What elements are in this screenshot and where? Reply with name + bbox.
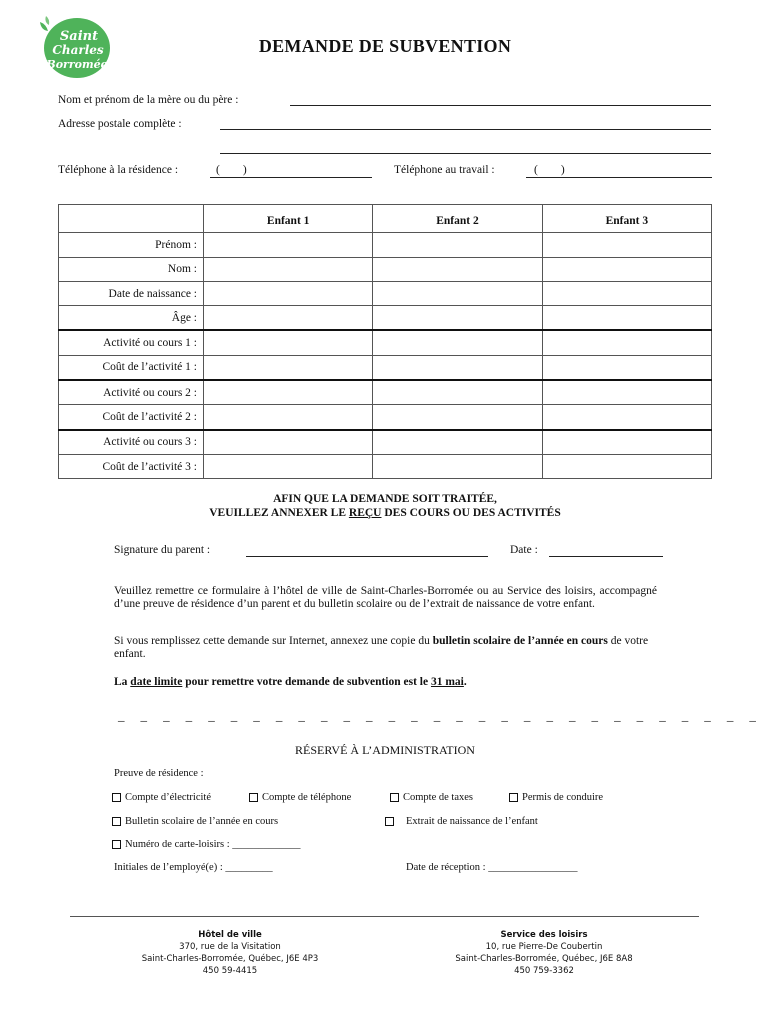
table-cell[interactable] — [542, 306, 711, 331]
parent-name-field[interactable] — [290, 105, 711, 106]
table-cell[interactable] — [542, 430, 711, 455]
paragraph-bold: bulletin scolaire de l’année en cours — [432, 635, 608, 647]
home-phone-area-code: ( ) — [216, 164, 247, 176]
notice-receipt: REÇU — [348, 507, 382, 519]
table-cell[interactable] — [373, 330, 542, 355]
checkbox-bulletin[interactable] — [112, 816, 278, 827]
table-cell[interactable] — [542, 405, 711, 430]
checkbox-birth-certificate[interactable] — [385, 816, 538, 827]
checkbox-icon — [509, 793, 518, 802]
table-cell[interactable] — [204, 380, 373, 405]
table-cell[interactable] — [373, 380, 542, 405]
row-label: Coût de l’activité 2 : — [59, 405, 204, 430]
paragraph-text: . — [463, 676, 467, 688]
table-cell[interactable] — [542, 355, 711, 380]
table-row — [59, 355, 712, 380]
footer-city: Saint-Charles-Borromée, Québec, J6E 8A8 — [455, 954, 633, 964]
address-label: Adresse postale complète : — [58, 118, 182, 130]
checkbox-icon — [249, 793, 258, 802]
footer-phone: 450 759-3362 — [514, 966, 574, 976]
logo-text-line2: Charles — [52, 43, 104, 57]
parent-name-label: Nom et prénom de la mère ou du père : — [58, 94, 239, 106]
row-label: Coût de l’activité 1 : — [59, 355, 204, 380]
checkbox-label: Bulletin scolaire de l’année en cours — [125, 816, 279, 827]
row-label: Coût de l’activité 3 : — [59, 454, 204, 478]
table-cell[interactable] — [204, 306, 373, 331]
table-cell[interactable] — [204, 355, 373, 380]
table-header-row — [59, 205, 712, 233]
table-cell[interactable] — [373, 257, 542, 281]
table-cell[interactable] — [204, 405, 373, 430]
checkbox-leisure-card[interactable] — [112, 839, 301, 850]
footer-street: 370, rue de la Visitation — [179, 942, 281, 952]
checkbox-label: Compte d’électricité — [125, 792, 212, 803]
table-cell[interactable] — [373, 430, 542, 455]
table-row — [59, 257, 712, 281]
cut-line: _ _ _ _ _ _ _ _ _ _ _ _ _ _ _ _ _ _ _ _ _ _ _ _ _ _ _ _ _ — [118, 708, 763, 723]
table-row — [59, 380, 712, 405]
checkbox-icon — [385, 817, 394, 826]
table-cell[interactable] — [373, 405, 542, 430]
table-row — [59, 454, 712, 478]
checkbox-phone[interactable] — [249, 792, 351, 803]
footer-phone: 450 59-4415 — [202, 966, 258, 976]
reception-date-field[interactable]: Date de réception : _________________ — [406, 862, 578, 873]
table-cell[interactable] — [542, 281, 711, 305]
footer-title: Service des loisirs — [500, 930, 588, 940]
column-header: Enfant 2 — [373, 205, 542, 233]
table-cell[interactable] — [542, 380, 711, 405]
table-cell[interactable] — [204, 430, 373, 455]
work-phone-label: Téléphone au travail : — [394, 164, 495, 176]
deadline-label: date limite — [130, 676, 183, 688]
table-cell[interactable] — [204, 233, 373, 257]
row-label: Activité ou cours 3 : — [59, 430, 204, 455]
paragraph-text: La — [114, 676, 131, 688]
page-title: DEMANDE DE SUBVENTION — [258, 36, 512, 56]
home-phone-field[interactable] — [210, 177, 372, 178]
instructions-paragraph: Veuillez remettre ce formulaire à l’hôtel de ville de Saint-Charles-Borromée ou au Service des loisirs, accompagné d’une preuve de résidence d’un parent et du bulletin scolaire ou de l’extrait de naissance de votre enfant. — [114, 585, 657, 610]
logo-text-line1: Saint — [59, 29, 99, 44]
table-cell[interactable] — [542, 257, 711, 281]
notice-text: VEUILLEZ ANNEXER LE — [209, 507, 349, 519]
table-cell[interactable] — [542, 454, 711, 478]
address-field-line1[interactable] — [220, 129, 711, 130]
table-row — [59, 233, 712, 257]
table-row — [59, 405, 712, 430]
checkbox-taxes[interactable] — [390, 792, 473, 803]
deadline-date: 31 mai — [430, 676, 464, 688]
table-cell[interactable] — [373, 233, 542, 257]
signature-field[interactable] — [246, 556, 488, 557]
checkbox-label: Extrait de naissance de l’enfant — [406, 816, 538, 827]
checkbox-icon — [112, 817, 121, 826]
date-field[interactable] — [549, 556, 663, 557]
table-cell[interactable] — [542, 233, 711, 257]
home-phone-label: Téléphone à la résidence : — [58, 164, 179, 176]
table-cell[interactable] — [204, 281, 373, 305]
proof-label: Preuve de résidence : — [114, 768, 204, 779]
paragraph-text: pour remettre votre demande de subvention est le — [182, 676, 431, 688]
table-row — [59, 306, 712, 331]
table-cell[interactable] — [204, 330, 373, 355]
row-label: Nom : — [59, 257, 204, 281]
table-row — [59, 281, 712, 305]
checkbox-label: Compte de téléphone — [262, 792, 352, 803]
footer-leisure-service — [424, 929, 664, 977]
children-table — [58, 204, 712, 479]
table-cell[interactable] — [204, 257, 373, 281]
deadline-paragraph — [114, 676, 657, 689]
date-label: Date : — [510, 544, 538, 556]
checkbox-label: Permis de conduire — [522, 792, 604, 803]
table-cell[interactable] — [373, 454, 542, 478]
table-corner-cell — [59, 205, 204, 233]
row-label: Activité ou cours 1 : — [59, 330, 204, 355]
work-phone-area-code: ( ) — [534, 164, 565, 176]
table-cell[interactable] — [542, 330, 711, 355]
table-row — [59, 430, 712, 455]
signature-label: Signature du parent : — [114, 544, 211, 556]
checkbox-icon — [390, 793, 399, 802]
internet-paragraph — [114, 635, 657, 661]
notice-line1: AFIN QUE LA DEMANDE SOIT TRAITÉE, — [273, 493, 497, 505]
footer-city: Saint-Charles-Borromée, Québec, J6E 4P3 — [141, 954, 319, 964]
paragraph-text: de votre enfant. — [114, 635, 649, 660]
column-header: Enfant 1 — [204, 205, 373, 233]
row-label: Activité ou cours 2 : — [59, 380, 204, 405]
notice-text: DES COURS OU DES ACTIVITÉS — [381, 507, 561, 519]
table-row — [59, 330, 712, 355]
employee-initials-field[interactable]: Initiales de l’employé(e) : _________ — [114, 862, 273, 873]
notice-line2 — [0, 507, 770, 519]
row-label: Date de naissance : — [59, 281, 204, 305]
logo-leaf-icon — [40, 22, 48, 31]
footer-title: Hôtel de ville — [198, 930, 262, 940]
paragraph-text: Si vous remplissez cette demande sur Internet, annexez une copie du — [114, 635, 433, 647]
footer-street: 10, rue Pierre-De Coubertin — [485, 942, 603, 952]
checkbox-label: Compte de taxes — [403, 792, 473, 803]
row-label: Prénom : — [59, 233, 204, 257]
row-label: Âge : — [59, 306, 204, 331]
logo-leaf-icon — [45, 16, 49, 25]
footer-city-hall — [110, 929, 350, 977]
checkbox-label: Numéro de carte-loisirs : _____________ — [125, 839, 301, 850]
checkbox-electricity[interactable] — [112, 792, 211, 803]
checkbox-icon — [112, 793, 121, 802]
address-field-line2[interactable] — [220, 153, 711, 154]
table-cell[interactable] — [204, 454, 373, 478]
admin-title: RÉSERVÉ À L’ADMINISTRATION — [295, 743, 475, 757]
logo-text-line3: Borromée — [46, 58, 108, 71]
column-header: Enfant 3 — [542, 205, 711, 233]
work-phone-field[interactable] — [526, 177, 712, 178]
checkbox-license[interactable] — [509, 792, 603, 803]
table-cell[interactable] — [373, 306, 542, 331]
footer-divider — [70, 916, 699, 917]
checkbox-icon — [112, 840, 121, 849]
table-cell[interactable] — [373, 355, 542, 380]
table-cell[interactable] — [373, 281, 542, 305]
